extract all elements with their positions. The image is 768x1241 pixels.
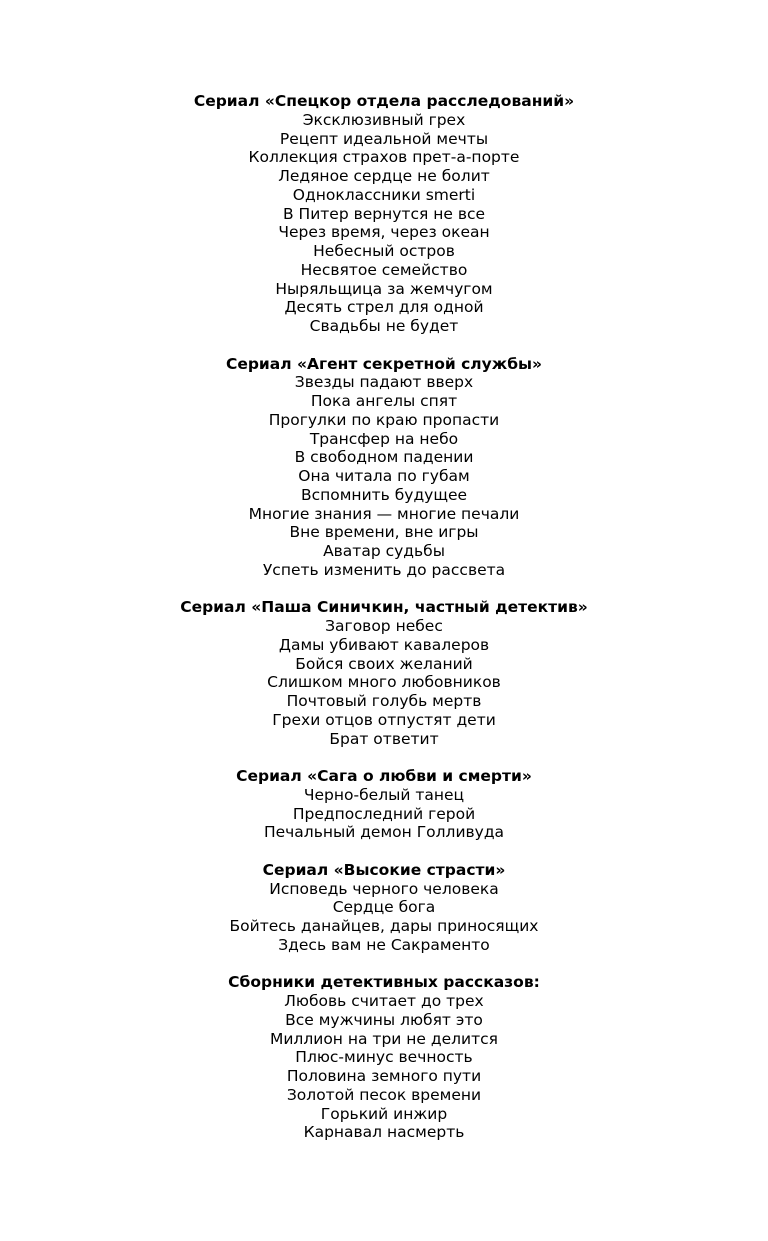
- book-title: Миллион на три не делится: [269, 1029, 498, 1048]
- book-title: Десять стрел для одной: [284, 298, 484, 317]
- book-title: Эксклюзивный грех: [302, 110, 466, 129]
- book-title: Горький инжир: [320, 1104, 448, 1123]
- book-title: Одноклассники smerti: [292, 185, 476, 204]
- book-title: Прогулки по краю пропасти: [268, 410, 500, 429]
- book-title: Вспомнить будущее: [300, 485, 468, 504]
- book-title: Половина земного пути: [286, 1067, 482, 1085]
- book-title: Бойтесь данайцев, дары приносящих: [229, 917, 539, 935]
- book-title: Любовь считает до трех: [284, 992, 484, 1010]
- book-title: Карнавал насмерть: [303, 1123, 465, 1142]
- series-title: Сериал «Спецкор отдела расследований»: [193, 92, 575, 110]
- book-title: Дамы убивают кавалеров: [278, 635, 490, 654]
- series-title: Сериал «Сага о любви и смерти»: [236, 767, 532, 785]
- book-title: Несвятое семейство: [300, 260, 468, 279]
- book-title: Заговор небес: [325, 617, 443, 635]
- series-section: [0, 767, 768, 842]
- series-section: [0, 861, 768, 955]
- book-title: Небесный остров: [313, 242, 455, 260]
- series-section: [0, 92, 768, 336]
- series-section: [0, 598, 768, 748]
- book-title: Она читала по губам: [298, 467, 470, 485]
- book-title: Грехи отцов отпустят дети: [272, 710, 496, 729]
- book-title: Здесь вам не Сакраменто: [278, 935, 490, 954]
- series-section: [0, 355, 768, 580]
- book-title: Плюс-минус вечность: [295, 1048, 473, 1067]
- book-title: Успеть изменить до рассвета: [262, 560, 506, 579]
- book-title: Все мужчины любят это: [285, 1010, 483, 1029]
- book-list-page: [0, 92, 768, 1161]
- book-title: Звезды падают вверх: [294, 373, 474, 392]
- series-title: Сериал «Паша Синичкин, частный детектив»: [180, 598, 588, 617]
- book-title: Аватар судьбы: [323, 542, 445, 560]
- book-title: Почтовый голубь мертв: [286, 692, 482, 710]
- book-title: Коллекция страхов прет-а-порте: [248, 148, 520, 167]
- series-title: Сериал «Агент секретной службы»: [225, 354, 543, 373]
- book-title: Ныряльщица за жемчугом: [275, 279, 493, 298]
- book-title: Сердце бога: [332, 898, 436, 917]
- book-title: Через время, через океан: [278, 223, 490, 242]
- book-title: Предпоследний герой: [292, 804, 476, 823]
- book-title: Слишком много любовников: [267, 673, 501, 692]
- book-title: Черно-белый танец: [303, 785, 465, 804]
- book-title: Золотой песок времени: [286, 1085, 482, 1104]
- book-title: Пока ангелы спят: [310, 392, 458, 410]
- series-title: Сборники детективных рассказов:: [228, 973, 540, 992]
- book-title: Печальный демон Голливуда: [263, 823, 505, 842]
- book-title: Трансфер на небо: [309, 429, 459, 448]
- book-title: Многие знания — многие печали: [248, 504, 520, 523]
- book-title: Бойся своих желаний: [295, 654, 473, 673]
- book-title: В свободном падении: [294, 448, 474, 467]
- book-title: Брат ответит: [329, 729, 439, 748]
- series-section: [0, 973, 768, 1142]
- book-title: Рецепт идеальной мечты: [279, 129, 489, 148]
- book-title: Ледяное сердце не болит: [278, 167, 490, 185]
- book-title: Исповедь черного человека: [269, 879, 499, 898]
- book-title: В Питер вернутся не все: [282, 204, 486, 223]
- series-title: Сериал «Высокие страсти»: [262, 860, 506, 879]
- book-title: Вне времени, вне игры: [289, 523, 479, 542]
- book-title: Свадьбы не будет: [309, 317, 459, 335]
